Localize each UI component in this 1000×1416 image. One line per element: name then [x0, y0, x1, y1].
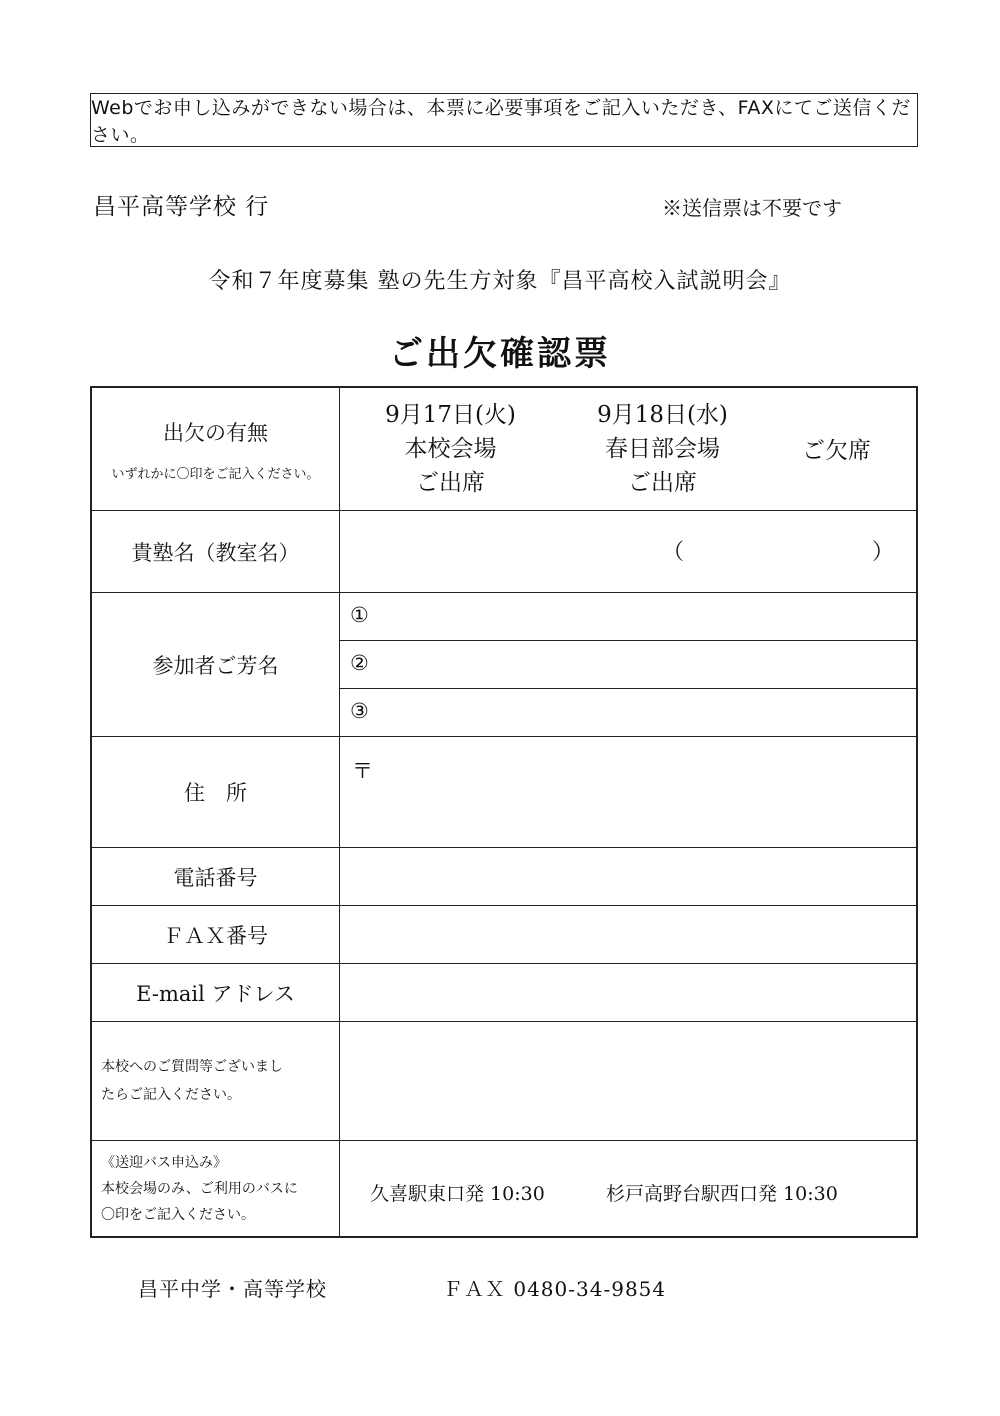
footer-school-name: 昌平中学・高等学校: [138, 1277, 327, 1301]
participant-number-1: ①: [350, 603, 369, 627]
participant-field-3[interactable]: [340, 689, 916, 737]
bus-label-line1: 《送迎バス申込み》: [101, 1154, 227, 1171]
footer-fax-number: ＦＡＸ 0480-34-9854: [443, 1277, 667, 1301]
fax-row: [92, 906, 916, 964]
bus-option-kuki[interactable]: 久喜駅東口発 10:30: [370, 1183, 545, 1205]
zip-mark: 〒: [352, 759, 373, 783]
no-cover-sheet-note: ※送信票は不要です: [662, 196, 842, 220]
attendance-form-table: [90, 386, 918, 1238]
bus-label-line2: 本校会場のみ、ご利用のバスに: [101, 1180, 298, 1197]
email-field[interactable]: [340, 964, 916, 1021]
bus-option-sugito[interactable]: 杉戸高野台駅西口発 10:30: [606, 1183, 838, 1205]
attendance-option-absent[interactable]: ご欠席: [802, 438, 871, 464]
fax-label: ＦＡＸ番号: [92, 906, 340, 963]
attendance-label: 出欠の有無: [163, 420, 268, 445]
bus-options: [340, 1141, 916, 1236]
event-title: 令和７年度募集 塾の先生方対象『昌平高校入試説明会』: [208, 269, 792, 294]
option2-date: 9月18日(水): [597, 402, 728, 428]
attendance-note: いずれかに〇印をご記入ください。: [111, 466, 320, 482]
bus-label-line3: 〇印をご記入ください。: [101, 1206, 255, 1223]
option1-date: 9月17日(火): [385, 402, 516, 428]
phone-field[interactable]: [340, 848, 916, 905]
participant-number-3: ③: [350, 699, 369, 723]
attendance-option-main-campus[interactable]: [358, 398, 543, 500]
attendance-label-cell: [92, 388, 340, 510]
school-name-label: 貴塾名（教室名）: [92, 511, 340, 592]
option1-action: ご出席: [416, 470, 485, 496]
address-field[interactable]: [340, 737, 916, 847]
participants-fields: [340, 593, 916, 736]
paren-close: ）: [872, 540, 895, 565]
fax-field[interactable]: [340, 906, 916, 963]
questions-row: [92, 1022, 916, 1141]
participant-field-2[interactable]: [340, 641, 916, 689]
web-notice-box: [90, 93, 918, 147]
address-row: [92, 737, 916, 848]
questions-label-line2: たらご記入ください。: [101, 1087, 241, 1103]
questions-label-cell: [92, 1022, 340, 1140]
phone-label: 電話番号: [92, 848, 340, 905]
participants-label: 参加者ご芳名: [92, 593, 340, 736]
email-row: [92, 964, 916, 1022]
participant-field-1[interactable]: [340, 593, 916, 641]
participants-row: [92, 593, 916, 737]
addressee: 昌平高等学校 行: [93, 194, 270, 220]
paren-open: （: [662, 540, 685, 565]
form-title: ご出欠確認票: [389, 334, 611, 374]
school-name-row: [92, 511, 916, 593]
school-name-field[interactable]: [340, 511, 916, 592]
option2-venue: 春日部会場: [605, 436, 720, 462]
address-label: 住 所: [92, 737, 340, 847]
phone-row: [92, 848, 916, 906]
questions-label-line1: 本校へのご質問等ございまし: [101, 1059, 283, 1075]
attendance-options: [340, 388, 916, 510]
bus-row: [92, 1141, 916, 1236]
attendance-option-kasukabe[interactable]: [570, 398, 755, 500]
participant-number-2: ②: [350, 651, 369, 675]
option1-venue: 本校会場: [404, 436, 497, 462]
attendance-row: [92, 388, 916, 511]
email-label: E-mail アドレス: [92, 964, 340, 1021]
questions-field[interactable]: [340, 1022, 916, 1140]
option2-action: ご出席: [628, 470, 697, 496]
bus-label-cell: [92, 1141, 340, 1236]
web-notice-text: Webでお申し込みができない場合は、本票に必要事項をご記入いただき、FAXにてご送信ください。: [91, 97, 911, 146]
